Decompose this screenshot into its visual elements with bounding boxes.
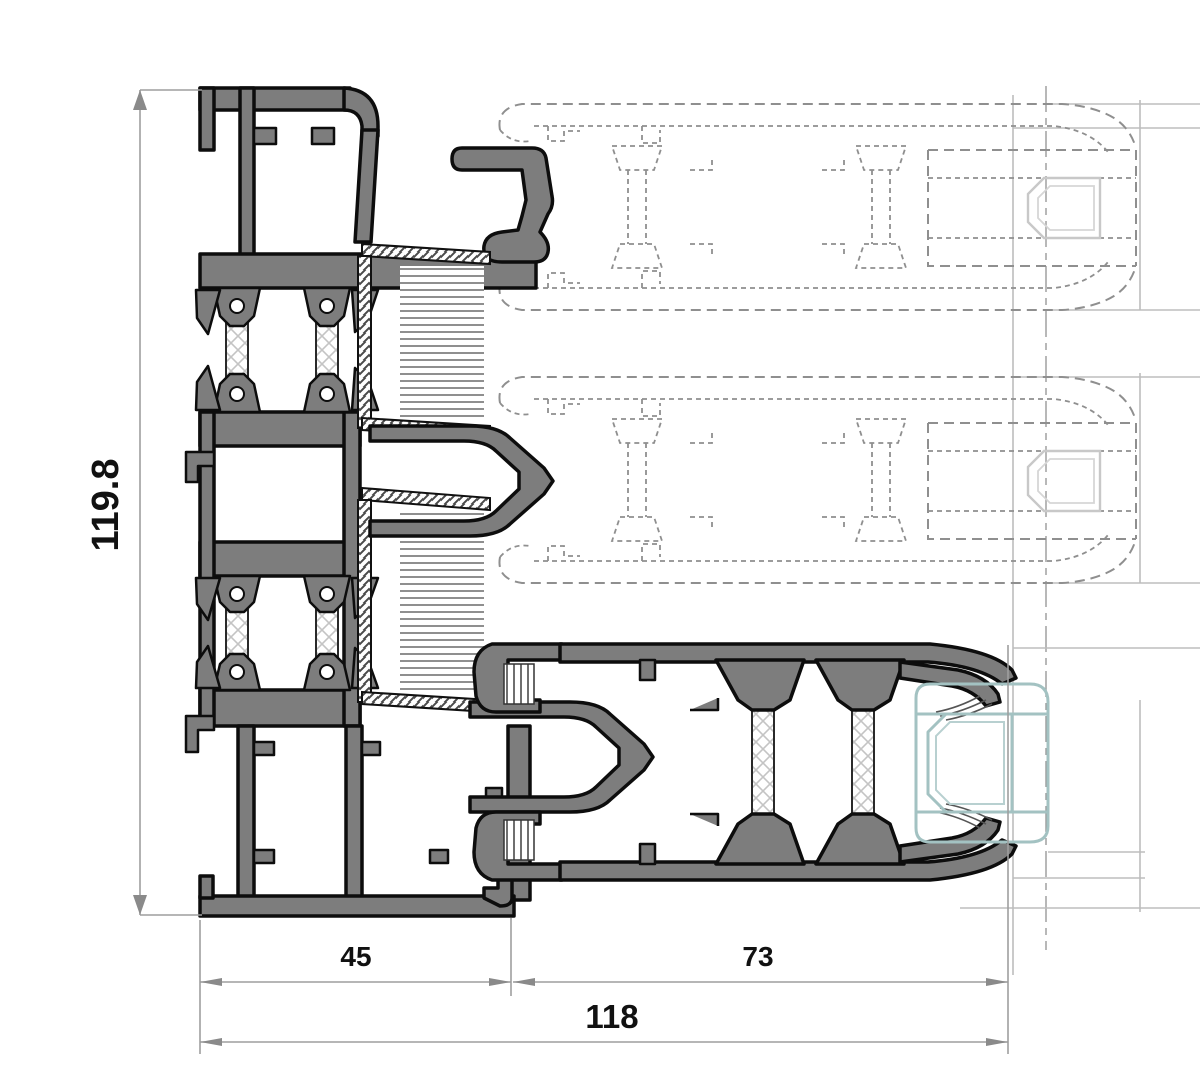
interlock-hook-upper	[370, 426, 553, 536]
weather-brush	[400, 266, 484, 418]
weather-brush	[400, 512, 484, 692]
phantom-sash-top	[499, 104, 1136, 310]
dim-118-label: 118	[585, 998, 639, 1035]
interlock-hook-lower	[470, 702, 653, 812]
dim-height-label: 119.8	[85, 458, 127, 552]
dimension-width-left	[200, 918, 511, 1054]
sash-brush	[504, 820, 534, 860]
phantom-sash-middle	[499, 377, 1136, 583]
glazing-gasket	[916, 684, 1048, 842]
sash-profile	[474, 644, 1016, 880]
thermal-break-zone-1	[196, 288, 378, 412]
dimension-height	[85, 90, 202, 915]
sash-brush	[504, 664, 534, 704]
dimension-width-total	[200, 998, 1008, 1046]
dim-45-label: 45	[340, 941, 372, 972]
dim-73-label: 73	[742, 941, 774, 972]
